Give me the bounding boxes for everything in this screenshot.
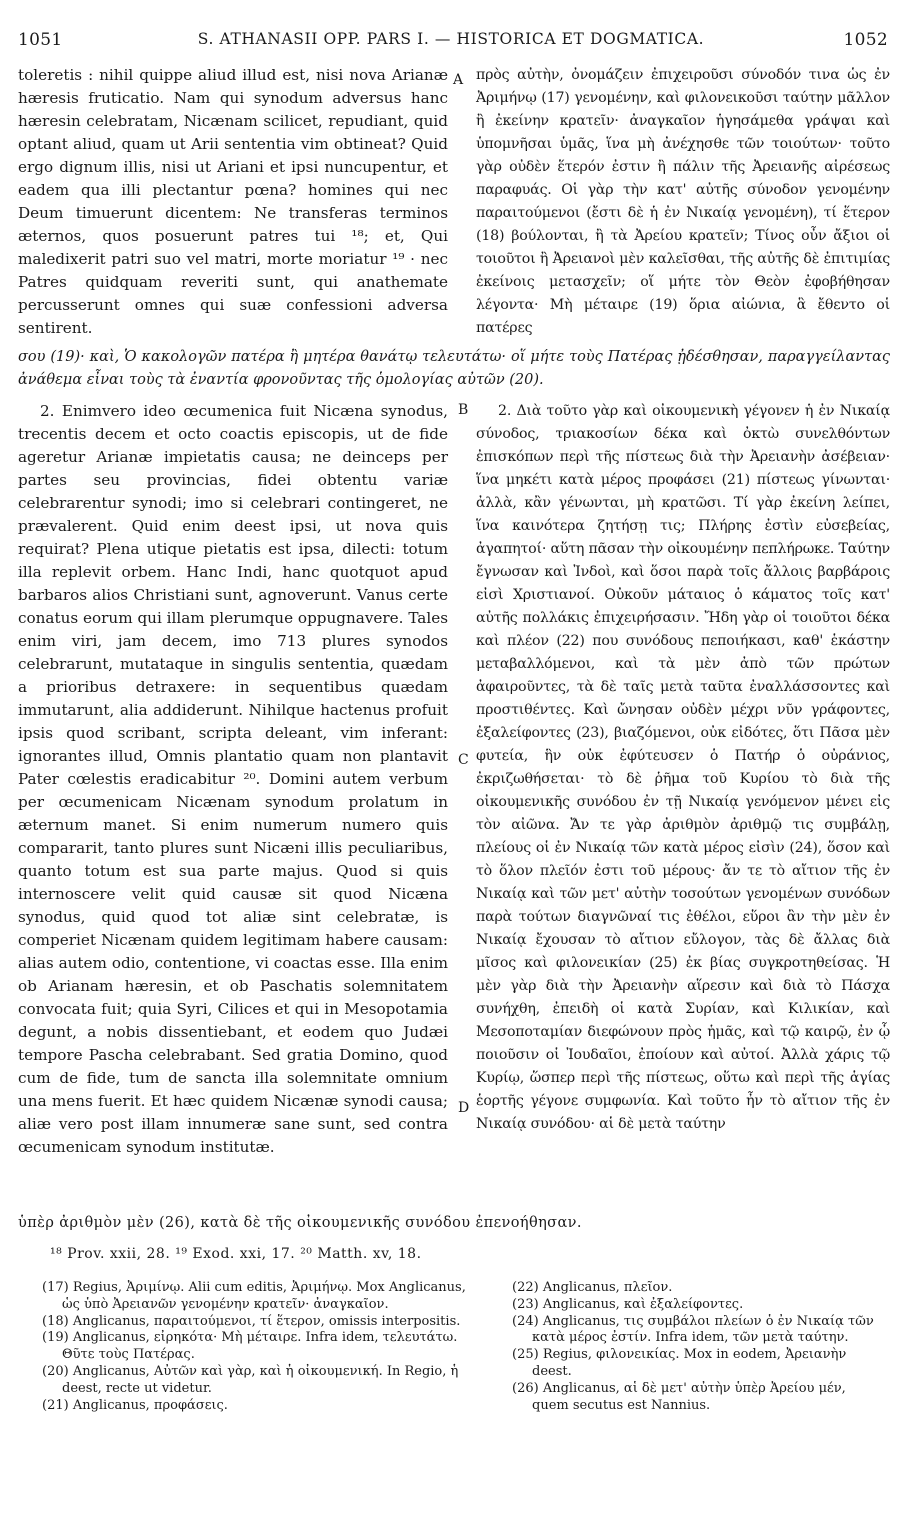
greek-paragraph-1: πρὸς αὐτὴν, ὀνομάζειν ἐπιχειροῦσι σύνοδόν τινα ὡς ἐν Ἀριμήνῳ (17) γενομένην, καὶ φιλονεικοῦσι ταύτην μᾶλλον ἢ ἐκείνην κρατεῖν· ἀναγκαῖον ἡγησάμεθα γράψαι καὶ ὑπομνῆσαι ὑμᾶς, ἵνα μὴ ἀνέχησθε τῶν τοιούτων· τοῦτο γὰρ οὐδὲν ἕτερόν ἐστιν ἢ πάλιν τῆς Ἀρειανῆς αἱρέσεως παραφυάς. Οἱ γὰρ τὴν κατ' αὐτῆς σύνοδον γενομένην παραιτούμενοι (ἔστι δὲ ἡ ἐν Νικαίᾳ γενομένη), τί ἕτερον (18) βούλονται, ἢ τὰ Ἀρείου κρατεῖν; Τίνος οὖν ἄξιοι οἱ τοιοῦτοι ἢ Ἀρειανοὶ μὲν καλεῖσθαι, τῆς αὐτῆς δὲ ἐπιτιμίας ἐκείνοις μετασχεῖν; οἵ μήτε τὸν Θεὸν ἐφοβήθησαν λέγοντα· Μὴ μέταιρε (19) ὅρια αἰώνια, ἃ ἔθεντο οἱ πατέρες [476, 67, 890, 336]
footnote: (18) Anglicanus, παραιτούμενοι, τί ἕτερον, omissis interpositis. [42, 1313, 461, 1329]
latin-column-upper [18, 64, 448, 340]
footnotes-right [512, 1280, 884, 1414]
footnote: (25) Regius, φιλονεικίας. Mox in eodem, Ἀρειανὴν deest. [512, 1347, 847, 1379]
footnote: (17) Regius, Ἀριμίνῳ. Alii cum editis, Ἀριμήνῳ. Mox Anglicanus, ὡς ὑπὸ Ἀρειανῶν γενομένην κρατεῖν· ἀναγκαῖον. [42, 1280, 466, 1312]
greek-spanning-text-1: σου (19)· καὶ, Ὁ κακολογῶν πατέρα ἢ μητέρα θανάτῳ τελευτάτω· οἵ μήτε τοὺς Πατέρας ᾐδέσθησαν, παραγγείλαντας ἀνάθεμα εἶναι τοὺς τὰ ἐναντία φρονοῦντας τῆς ὁμολογίας αὐτῶν (20). [18, 349, 890, 388]
footnotes-left [42, 1280, 467, 1414]
greek-column-upper [476, 64, 890, 340]
footnote: (19) Anglicanus, εἰρηκότα· Μὴ μέταιρε. Infra idem, τελευτάτω. Θῦτε τοὺς Πατέρας. [42, 1330, 458, 1363]
scripture-references: ¹⁸ Prov. xxii, 28. ¹⁹ Exod. xxi, 17. ²⁰ Matth. xv, 18. [50, 1246, 422, 1262]
greek-paragraph-2: 2. Διὰ τοῦτο γὰρ καὶ οἰκουμενικὴ γέγονεν ἡ ἐν Νικαίᾳ σύνοδος, τριακοσίων δέκα καὶ ὀκτὼ συνελθόντων ἐπισκόπων περὶ τῆς πίστεως διὰ τὴν Ἀρειανὴν ἀσέβειαν· ἵνα μηκέτι κατὰ μέρος προφάσει (21) πίστεως γίνωνται· ἀλλὰ, κἂν γένωνται, μὴ κρατῶσι. Τί γὰρ ἐκείνη λείπει, ἵνα καινότερα ζητήσῃ τις; Πλήρης ἐστὶν εὐσεβείας, ἀγαπητοί· αὕτη πᾶσαν τὴν οἰκουμένην πεπλήρωκε. Ταύτην ἔγνωσαν καὶ Ἰνδοὶ, καὶ ὅσοι παρὰ τοῖς ἄλλοις βαρβάροις εἰσὶ Χριστιανοί. Οὐκοῦν μάταιος ὁ κάματος τοῖς κατ' αὐτῆς πολλάκις ἐπιχειρήσασιν. Ἤδη γὰρ οἱ τοιοῦτοι δέκα καὶ πλέον (22) που συνόδους πεποιήκασι, καθ' ἑκάστην μεταβαλλόμενοι, καὶ τὰ μὲν ἀπὸ τῶν πρώτων ἀφαιροῦντες, τὰ δὲ ταῖς μετὰ ταῦτα ἐναλλάσσοντες καὶ προστιθέντες. Καὶ ὤνησαν οὐδὲν μέχρι νῦν γράφοντες, ἐξαλείφοντες (23), βιαζόμενοι, οὐκ εἰδότες, ὅτι Πᾶσα μὲν φυτεία, ἣν οὐκ ἐφύτευσεν ὁ Πατήρ ὁ οὐράνιος, ἐκριζωθήσεται· τὸ δὲ ῥῆμα τοῦ Κυρίου τὸ διὰ τῆς οἰκουμενικῆς συνόδου ἐν τῇ Νικαίᾳ γενόμενον μένει εἰς τὸν αἰῶνα. Ἄν τε γὰρ ἀριθμὸν ἀριθμῷ τις συμβάλῃ, πλείους οἱ ἐν Νικαίᾳ τῶν κατὰ μέρος εἰσὶν (24), ὅσον καὶ τὸ ὅλον πλεῖόν ἐστι τοῦ μέρους· ἄν τε τὸ αἴτιον τῆς ἐν Νικαίᾳ καὶ τῶν μετ' αὐτὴν τοσούτων γενομένων συνόδων παρὰ τούτων διαγνῶναί τις ἐθέλοι, εὕροι ἂν τὴν μὲν ἐν Νικαίᾳ ἔχουσαν τὸ αἴτιον εὔλογον, τὰς δὲ ἄλλας διὰ μῖσος καὶ φιλονεικίαν (25) ἐκ βίας συγκροτηθείσας. Ἡ μὲν γὰρ διὰ τὴν Ἀρειανὴν αἵρεσιν καὶ διὰ τὸ Πάσχα συνήχθη, ἐπειδὴ οἱ κατὰ Συρίαν, καὶ Κιλικίαν, καὶ Μεσοποταμίαν διεφώνουν πρὸς ἡμᾶς, καὶ τῷ καιρῷ, ἐν ᾧ ποιοῦσιν οἱ Ἰουδαῖοι, ἐποίουν καὶ αὐτοί. Ἀλλὰ χάρις τῷ Κυρίῳ, ὥσπερ περὶ τῆς πίστεως, οὕτω καὶ περὶ τῆς ἁγίας ἑορτῆς γέγονε συμφωνία. Καὶ τοῦτο ἦν τὸ αἴτιον τῆς ἐν Νικαίᾳ συνόδου· αἱ δὲ μετὰ ταύτην [476, 403, 890, 1132]
footnote: (22) Anglicanus, πλεῖον. [512, 1280, 673, 1295]
left-page-number: 1051 [18, 30, 63, 50]
margin-marker-c: C [458, 752, 469, 768]
footnote: (23) Anglicanus, καὶ ἐξαλείφοντες. [512, 1296, 744, 1312]
footnote: (21) Anglicanus, προφάσεις. [42, 1397, 228, 1413]
running-title: S. ATHANASII OPP. PARS I. — HISTORICA ET DOGMATICA. [197, 30, 705, 48]
latin-paragraph-2: 2. Enimvero ideo œcumenica fuit Nicæna synodus, trecentis decem et octo coactis episcopis, ut de fide ageretur Arianæ impietatis causa; ne deinceps per partes seu provincias, fidei obtentu variæ celebrarentur synodi; imo si celebrari contingeret, ne prævalerent. Quid enim deest ipsi, ut nova quis requirat? Plena utique pietatis est ipsa, dilecti: totum illa replevit orbem. Hanc Indi, hanc quotquot apud barbaros alios Christiani sunt, agnoverunt. Vanus certe conatus eorum qui illam plerumque oppugnavere. Tales enim viri, jam decem, imo 713 plures synodos celebrarunt, mutataque in singulis sententia, quædam a prioribus detraxere: in sequentibus quædam immutarunt, alia addiderunt. Nihilque hactenus profuit ipsis quod scribant, scripta deleant, vim inferant: ignorantes illud, Omnis plantatio quam non plantavit Pater cœlestis eradicabitur ²⁰. Domini autem verbum per œcumenicam Nicænam synodum prolatum in æternum manet. Si enim numerum numero quis compararit, tanto plures sunt Nicæni illis peculiaribus, quanto totum est sua parte majus. Quod si quis internoscere velit quid causæ sit quod Nicæna synodus, quid quod tot aliæ sint celebratæ, is comperiet Nicænam quidem legitimam habere causam: alias autem odio, contentione, vi coactas esse. Illa enim ob Arianam hæresin, et ob Paschatis solemnitatem convocata fuit; quia Syri, Cilices et qui in Mesopotamia degunt, a nobis dissentiebant, et eodem quo Judæi tempore Pascha celebrabant. Sed gratia Domino, quod cum de fide, tum de sancta illa solemnitate omnium una mens fuerit. Et hæc quidem Nicænæ synodi causa; aliæ vero post illam innumeræ sane sunt, sed contra œcumenicam synodum institutæ. [18, 402, 448, 1156]
footnote: (24) Anglicanus, τις συμβάλοι πλείων ὁ ἐν Νικαίᾳ τῶν κατὰ μέρος ἐστίν. Infra idem, τῶν μετὰ ταύτην. [512, 1313, 874, 1346]
latin-paragraph-1: toleretis : nihil quippe aliud illud est, nisi nova Arianæ hæresis fruticatio. Nam qui synodum adversus hanc hæresin celebratam, Nicænam scilicet, repudiant, quid optant aliud, quam ut Arii sententia vim obtineat? Quid ergo dignum illis, nisi ut Ariani et ipsi nuncupentur, et eadem qua illi plectantur pœna? homines qui nec Deum timuerunt dicentem: Ne transferas terminos æternos, quos posuerunt patres tui ¹⁸; et, Qui maledixerit patri suo vel matri, morte moriatur ¹⁹ · nec Patres quidquam reveriti sunt, qui anathemate percusserunt omnes qui suæ confessioni adversa sentirent. [18, 66, 448, 337]
greek-column-lower [476, 398, 890, 1136]
margin-marker-a: A [453, 72, 464, 88]
footnote: (20) Anglicanus, Αὐτῶν καὶ γὰρ, καὶ ἡ οἰκουμενική. In Regio, ἡ deest, recte ut videtur. [42, 1363, 459, 1396]
margin-marker-d: D [458, 1100, 470, 1116]
footnote: (26) Anglicanus, αἱ δὲ μετ' αὐτὴν ὑπὲρ Ἀρείου μέν, quem secutus est Nannius. [512, 1380, 846, 1413]
latin-column-lower [18, 398, 448, 1159]
greek-spanning-text-2: ὑπὲρ ἀριθμὸν μὲν (26), κατὰ δὲ τῆς οἰκουμενικῆς συνόδου ἐπενοήθησαν. [18, 1215, 582, 1231]
margin-marker-b: B [458, 402, 469, 418]
right-page-number: 1052 [843, 30, 888, 50]
